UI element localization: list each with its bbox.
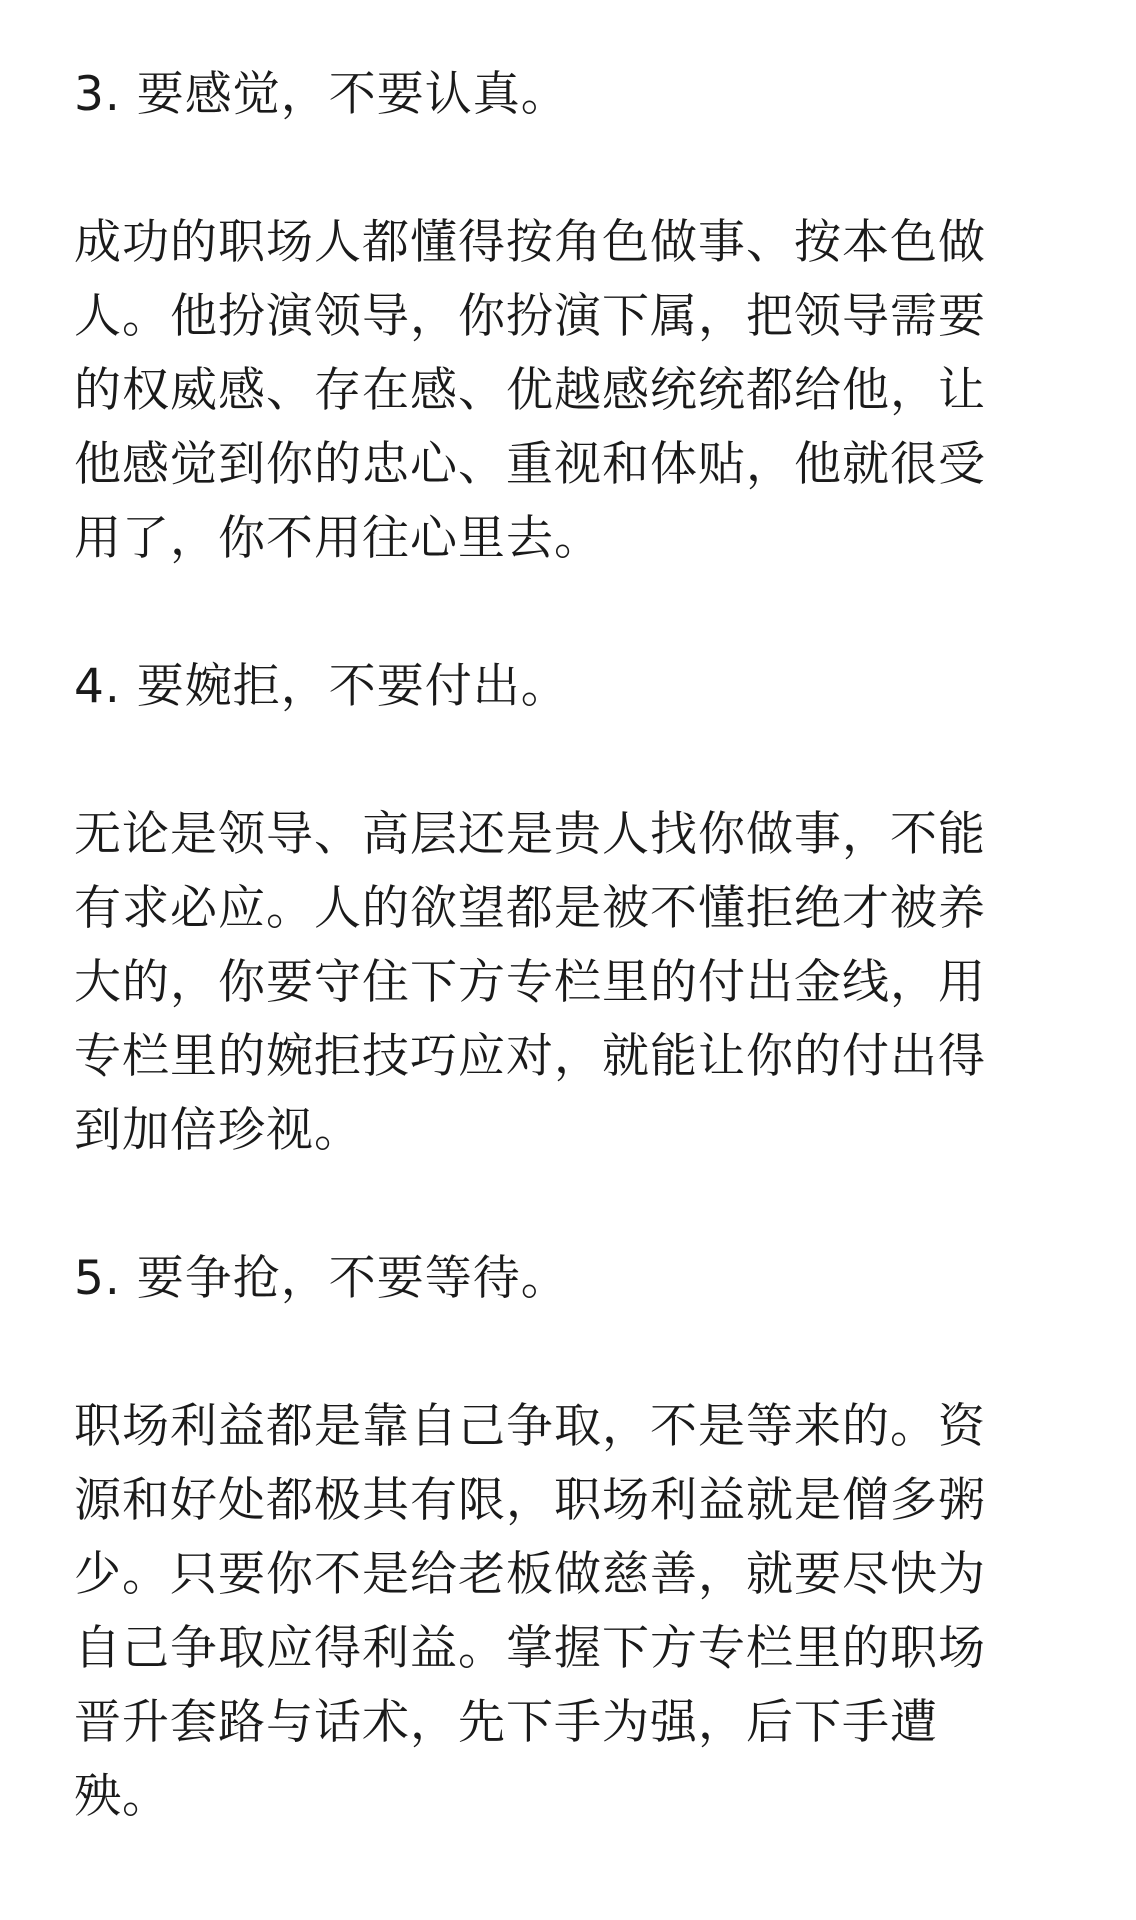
section-paragraph-4 xyxy=(74,798,1044,1168)
paragraph-line: 用了，你不用往心里去。 xyxy=(74,511,602,566)
paragraph-line: 自己争取应得利益。掌握下方专栏里的职场 xyxy=(74,1621,986,1676)
paragraph-line: 无论是领导、高层还是贵人找你做事，不能 xyxy=(74,807,986,862)
paragraph-line: 职场利益都是靠自己争取，不是等来的。资 xyxy=(74,1399,986,1454)
paragraph-line: 殃。 xyxy=(74,1769,170,1824)
section-heading-5: 5. 要争抢，不要等待。 xyxy=(74,1251,569,1306)
paragraph-line: 大的，你要守住下方专栏里的付出金线，用 xyxy=(74,955,986,1010)
section-heading-4: 4. 要婉拒，不要付出。 xyxy=(74,659,569,714)
paragraph-line: 晋升套路与话术，先下手为强，后下手遭 xyxy=(74,1695,938,1750)
paragraph-line: 的权威感、存在感、优越感统统都给他，让 xyxy=(74,363,986,418)
section-paragraph-5 xyxy=(74,1390,1044,1834)
paragraph-line: 成功的职场人都懂得按角色做事、按本色做 xyxy=(74,215,986,270)
paragraph-line: 源和好处都极其有限，职场利益就是僧多粥 xyxy=(74,1473,986,1528)
section-heading-3: 3. 要感觉，不要认真。 xyxy=(74,67,569,122)
article-body xyxy=(74,58,1044,1908)
paragraph-line: 少。只要你不是给老板做慈善，就要尽快为 xyxy=(74,1547,986,1602)
paragraph-line: 到加倍珍视。 xyxy=(74,1103,362,1158)
paragraph-line: 他感觉到你的忠心、重视和体贴，他就很受 xyxy=(74,437,986,492)
paragraph-line: 专栏里的婉拒技巧应对，就能让你的付出得 xyxy=(74,1029,986,1084)
paragraph-line: 人。他扮演领导，你扮演下属，把领导需要 xyxy=(74,289,986,344)
paragraph-line: 有求必应。人的欲望都是被不懂拒绝才被养 xyxy=(74,881,986,936)
section-paragraph-3 xyxy=(74,206,1044,576)
